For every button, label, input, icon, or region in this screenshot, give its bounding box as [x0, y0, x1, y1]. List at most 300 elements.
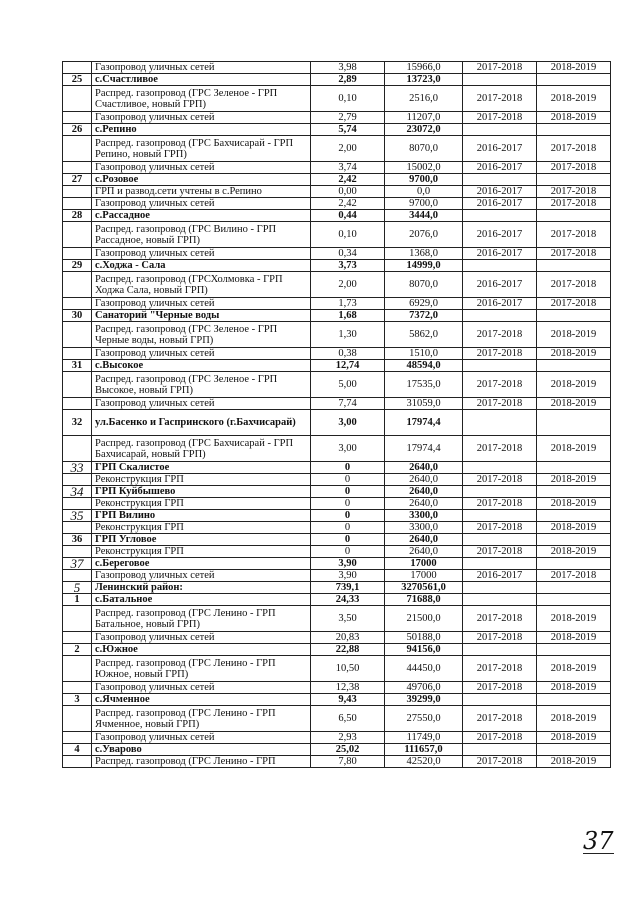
- table-row: [63, 656, 611, 682]
- row-name: Газопровод уличных сетей: [92, 348, 311, 360]
- page-number: 37: [583, 827, 614, 855]
- row-name: Распред. газопровод (ГРС Бахчисарай - ГРП Бахчисарай, новый ГРП): [92, 436, 311, 462]
- row-cost: 13723,0: [385, 74, 463, 86]
- row-name: Распред. газопровод (ГРСХолмовка - ГРП Ходжа Сала, новый ГРП): [92, 272, 311, 298]
- row-name: Газопровод уличных сетей: [92, 62, 311, 74]
- row-length: 0,44: [311, 210, 385, 222]
- row-number: 26: [63, 124, 92, 136]
- row-end-period: 2018-2019: [537, 632, 611, 644]
- row-start-period: [463, 174, 537, 186]
- row-cost: 27550,0: [385, 706, 463, 732]
- row-end-period: 2017-2018: [537, 162, 611, 174]
- row-length: 7,80: [311, 756, 385, 768]
- table-row: [63, 348, 611, 360]
- row-end-period: 2017-2018: [537, 136, 611, 162]
- section-row: [63, 558, 611, 570]
- row-number: 31: [63, 360, 92, 372]
- row-cost: 2640,0: [385, 498, 463, 510]
- table-row: [63, 112, 611, 124]
- section-row: [63, 644, 611, 656]
- row-end-period: [537, 462, 611, 474]
- row-end-period: 2017-2018: [537, 198, 611, 210]
- row-end-period: [537, 594, 611, 606]
- row-number: [63, 186, 92, 198]
- row-start-period: 2016-2017: [463, 222, 537, 248]
- table-row: [63, 272, 611, 298]
- table-row: [63, 222, 611, 248]
- row-number: [63, 112, 92, 124]
- row-length: 22,88: [311, 644, 385, 656]
- row-end-period: [537, 124, 611, 136]
- row-start-period: 2017-2018: [463, 682, 537, 694]
- row-end-period: [537, 744, 611, 756]
- row-length: 3,00: [311, 436, 385, 462]
- row-end-period: 2018-2019: [537, 546, 611, 558]
- section-row: [63, 744, 611, 756]
- row-number: 35: [63, 510, 92, 522]
- row-length: 739,1: [311, 582, 385, 594]
- row-length: 3,50: [311, 606, 385, 632]
- row-start-period: 2017-2018: [463, 546, 537, 558]
- row-start-period: [463, 486, 537, 498]
- row-name: ГРП и развод.сети учтены в с.Репино: [92, 186, 311, 198]
- row-name: Газопровод уличных сетей: [92, 398, 311, 410]
- row-length: 2,93: [311, 732, 385, 744]
- row-start-period: [463, 510, 537, 522]
- row-start-period: 2017-2018: [463, 348, 537, 360]
- section-row: [63, 410, 611, 436]
- table-row: [63, 398, 611, 410]
- row-length: 5,74: [311, 124, 385, 136]
- row-cost: 94156,0: [385, 644, 463, 656]
- row-cost: 50188,0: [385, 632, 463, 644]
- table-row: [63, 732, 611, 744]
- row-start-period: 2017-2018: [463, 474, 537, 486]
- row-start-period: [463, 260, 537, 272]
- row-end-period: [537, 260, 611, 272]
- row-number: [63, 546, 92, 558]
- row-number: [63, 474, 92, 486]
- row-number: [63, 248, 92, 260]
- row-length: 3,73: [311, 260, 385, 272]
- section-row: [63, 534, 611, 546]
- row-number: 4: [63, 744, 92, 756]
- row-end-period: 2017-2018: [537, 298, 611, 310]
- row-cost: 2516,0: [385, 86, 463, 112]
- section-row: [63, 174, 611, 186]
- table-row: [63, 162, 611, 174]
- row-cost: 3300,0: [385, 522, 463, 534]
- row-end-period: 2018-2019: [537, 474, 611, 486]
- table-row: [63, 756, 611, 768]
- row-end-period: [537, 582, 611, 594]
- row-start-period: [463, 124, 537, 136]
- row-number: [63, 222, 92, 248]
- row-cost: 17535,0: [385, 372, 463, 398]
- row-length: 10,50: [311, 656, 385, 682]
- row-length: 1,30: [311, 322, 385, 348]
- row-end-period: 2018-2019: [537, 756, 611, 768]
- row-start-period: 2017-2018: [463, 86, 537, 112]
- row-length: 12,74: [311, 360, 385, 372]
- row-name: ГРП Вилино: [92, 510, 311, 522]
- row-number: [63, 198, 92, 210]
- row-end-period: 2018-2019: [537, 498, 611, 510]
- row-number: [63, 522, 92, 534]
- table-row: [63, 474, 611, 486]
- row-cost: 6929,0: [385, 298, 463, 310]
- row-cost: 1368,0: [385, 248, 463, 260]
- row-end-period: 2018-2019: [537, 86, 611, 112]
- row-name: с.Высокое: [92, 360, 311, 372]
- row-number: 3: [63, 694, 92, 706]
- row-name: Распред. газопровод (ГРС Ленино - ГРП: [92, 756, 311, 768]
- section-row: [63, 74, 611, 86]
- row-name: Реконструкция ГРП: [92, 546, 311, 558]
- row-length: 0,10: [311, 222, 385, 248]
- row-cost: 11207,0: [385, 112, 463, 124]
- row-start-period: 2016-2017: [463, 272, 537, 298]
- row-name: с.Репино: [92, 124, 311, 136]
- row-start-period: [463, 360, 537, 372]
- row-name: Распред. газопровод (ГРС Ленино - ГРП Южное, новый ГРП): [92, 656, 311, 682]
- row-end-period: 2017-2018: [537, 248, 611, 260]
- row-name: Газопровод уличных сетей: [92, 198, 311, 210]
- table-row: [63, 522, 611, 534]
- row-number: [63, 162, 92, 174]
- row-cost: 2640,0: [385, 474, 463, 486]
- section-row: [63, 310, 611, 322]
- row-cost: 15002,0: [385, 162, 463, 174]
- row-start-period: [463, 462, 537, 474]
- row-name: ГРП Куйбышево: [92, 486, 311, 498]
- row-length: 2,00: [311, 272, 385, 298]
- row-end-period: 2018-2019: [537, 706, 611, 732]
- row-length: 7,74: [311, 398, 385, 410]
- row-number: [63, 398, 92, 410]
- row-start-period: [463, 694, 537, 706]
- row-name: Газопровод уличных сетей: [92, 112, 311, 124]
- table-row: [63, 570, 611, 582]
- row-number: [63, 298, 92, 310]
- table-row: [63, 706, 611, 732]
- section-row: [63, 694, 611, 706]
- row-start-period: 2017-2018: [463, 398, 537, 410]
- row-number: [63, 570, 92, 582]
- row-start-period: [463, 410, 537, 436]
- row-start-period: 2017-2018: [463, 436, 537, 462]
- row-start-period: [463, 644, 537, 656]
- row-length: 25,02: [311, 744, 385, 756]
- section-row: [63, 260, 611, 272]
- row-cost: 8070,0: [385, 272, 463, 298]
- row-name: Газопровод уличных сетей: [92, 632, 311, 644]
- row-cost: 0,0: [385, 186, 463, 198]
- row-length: 0: [311, 474, 385, 486]
- row-length: 0: [311, 510, 385, 522]
- row-end-period: [537, 510, 611, 522]
- row-end-period: [537, 174, 611, 186]
- row-length: 0: [311, 522, 385, 534]
- row-end-period: 2018-2019: [537, 112, 611, 124]
- row-number: 2: [63, 644, 92, 656]
- row-end-period: 2018-2019: [537, 522, 611, 534]
- row-number: [63, 656, 92, 682]
- row-name: с.Ходжа - Сала: [92, 260, 311, 272]
- row-start-period: 2017-2018: [463, 606, 537, 632]
- row-length: 0,10: [311, 86, 385, 112]
- row-end-period: 2017-2018: [537, 272, 611, 298]
- row-start-period: [463, 310, 537, 322]
- row-name: ул.Басенко и Гаспринского (г.Бахчисарай): [92, 410, 311, 436]
- row-end-period: [537, 694, 611, 706]
- row-number: [63, 732, 92, 744]
- row-start-period: 2017-2018: [463, 756, 537, 768]
- row-length: 0,38: [311, 348, 385, 360]
- row-end-period: [537, 534, 611, 546]
- row-number: [63, 62, 92, 74]
- row-length: 2,89: [311, 74, 385, 86]
- section-row: [63, 510, 611, 522]
- row-start-period: [463, 210, 537, 222]
- row-end-period: 2017-2018: [537, 570, 611, 582]
- row-name: Распред. газопровод (ГРС Зеленое - ГРП Черные воды, новый ГРП): [92, 322, 311, 348]
- row-name: Распред. газопровод (ГРС Зеленое - ГРП Счастливое, новый ГРП): [92, 86, 311, 112]
- row-length: 2,00: [311, 136, 385, 162]
- row-number: 36: [63, 534, 92, 546]
- section-row: [63, 360, 611, 372]
- row-name: Санаторий "Черные воды: [92, 310, 311, 322]
- section-row: [63, 582, 611, 594]
- row-number: 33: [63, 462, 92, 474]
- row-length: 0,00: [311, 186, 385, 198]
- row-length: 0: [311, 546, 385, 558]
- row-length: 0: [311, 498, 385, 510]
- row-start-period: 2017-2018: [463, 62, 537, 74]
- row-number: [63, 436, 92, 462]
- row-number: 29: [63, 260, 92, 272]
- row-number: [63, 706, 92, 732]
- row-name: Распред. газопровод (ГРС Ленино - ГРП Ячменное, новый ГРП): [92, 706, 311, 732]
- row-end-period: 2018-2019: [537, 606, 611, 632]
- row-end-period: 2017-2018: [537, 222, 611, 248]
- row-length: 3,98: [311, 62, 385, 74]
- row-name: с.Ячменное: [92, 694, 311, 706]
- row-end-period: [537, 210, 611, 222]
- row-name: Газопровод уличных сетей: [92, 298, 311, 310]
- row-name: Газопровод уличных сетей: [92, 248, 311, 260]
- row-name: Распред. газопровод (ГРС Зеленое - ГРП Высокое, новый ГРП): [92, 372, 311, 398]
- row-cost: 17974,4: [385, 410, 463, 436]
- section-row: [63, 124, 611, 136]
- row-length: 3,74: [311, 162, 385, 174]
- row-cost: 31059,0: [385, 398, 463, 410]
- table-row: [63, 498, 611, 510]
- section-row: [63, 462, 611, 474]
- row-name: с.Батальное: [92, 594, 311, 606]
- row-cost: 9700,0: [385, 174, 463, 186]
- row-cost: 48594,0: [385, 360, 463, 372]
- row-name: Распред. газопровод (ГРС Вилино - ГРП Рассадное, новый ГРП): [92, 222, 311, 248]
- row-start-period: 2016-2017: [463, 248, 537, 260]
- row-length: 3,90: [311, 570, 385, 582]
- table-row: [63, 248, 611, 260]
- row-name: Газопровод уличных сетей: [92, 162, 311, 174]
- table-row: [63, 372, 611, 398]
- row-start-period: [463, 558, 537, 570]
- row-length: 2,42: [311, 198, 385, 210]
- row-number: [63, 136, 92, 162]
- row-number: [63, 498, 92, 510]
- row-name: Распред. газопровод (ГРС Бахчисарай - ГРП Репино, новый ГРП): [92, 136, 311, 162]
- row-start-period: 2017-2018: [463, 522, 537, 534]
- row-end-period: 2018-2019: [537, 62, 611, 74]
- row-start-period: 2016-2017: [463, 570, 537, 582]
- row-name: ГРП Скалистое: [92, 462, 311, 474]
- row-cost: 2640,0: [385, 534, 463, 546]
- row-cost: 9700,0: [385, 198, 463, 210]
- row-cost: 2640,0: [385, 546, 463, 558]
- row-cost: 44450,0: [385, 656, 463, 682]
- row-length: 3,90: [311, 558, 385, 570]
- row-length: 0: [311, 486, 385, 498]
- table-row: [63, 186, 611, 198]
- row-cost: 2640,0: [385, 486, 463, 498]
- row-name: Реконструкция ГРП: [92, 498, 311, 510]
- row-start-period: 2017-2018: [463, 656, 537, 682]
- row-length: 24,33: [311, 594, 385, 606]
- row-end-period: 2018-2019: [537, 656, 611, 682]
- row-number: [63, 606, 92, 632]
- row-cost: 7372,0: [385, 310, 463, 322]
- row-length: 9,43: [311, 694, 385, 706]
- table-row: [63, 136, 611, 162]
- row-start-period: [463, 74, 537, 86]
- row-end-period: 2018-2019: [537, 682, 611, 694]
- row-length: 2,42: [311, 174, 385, 186]
- row-start-period: 2017-2018: [463, 112, 537, 124]
- row-number: 34: [63, 486, 92, 498]
- row-start-period: [463, 594, 537, 606]
- row-end-period: [537, 486, 611, 498]
- row-cost: 3444,0: [385, 210, 463, 222]
- row-length: 2,79: [311, 112, 385, 124]
- row-start-period: [463, 534, 537, 546]
- row-start-period: 2017-2018: [463, 732, 537, 744]
- section-row: [63, 594, 611, 606]
- table-row: [63, 632, 611, 644]
- row-end-period: [537, 558, 611, 570]
- section-row: [63, 486, 611, 498]
- row-start-period: [463, 744, 537, 756]
- row-cost: 1510,0: [385, 348, 463, 360]
- row-name: Ленинский район:: [92, 582, 311, 594]
- row-end-period: 2018-2019: [537, 322, 611, 348]
- row-number: 28: [63, 210, 92, 222]
- table-row: [63, 62, 611, 74]
- row-cost: 17974,4: [385, 436, 463, 462]
- row-cost: 23072,0: [385, 124, 463, 136]
- row-number: 25: [63, 74, 92, 86]
- row-name: с.Уварово: [92, 744, 311, 756]
- row-number: [63, 756, 92, 768]
- row-start-period: 2016-2017: [463, 162, 537, 174]
- table-row: [63, 436, 611, 462]
- table-row: [63, 682, 611, 694]
- row-number: [63, 322, 92, 348]
- row-number: 37: [63, 558, 92, 570]
- row-number: 5: [63, 582, 92, 594]
- row-number: 27: [63, 174, 92, 186]
- row-name: Газопровод уличных сетей: [92, 682, 311, 694]
- section-row: [63, 210, 611, 222]
- gas-pipeline-table: [62, 61, 611, 768]
- row-number: [63, 348, 92, 360]
- table-row: [63, 86, 611, 112]
- row-cost: 17000: [385, 570, 463, 582]
- row-cost: 8070,0: [385, 136, 463, 162]
- row-length: 3,00: [311, 410, 385, 436]
- row-cost: 42520,0: [385, 756, 463, 768]
- row-start-period: 2016-2017: [463, 198, 537, 210]
- row-start-period: 2017-2018: [463, 706, 537, 732]
- row-length: 0: [311, 462, 385, 474]
- table-row: [63, 546, 611, 558]
- row-number: [63, 682, 92, 694]
- table-body: [63, 62, 611, 768]
- row-start-period: 2016-2017: [463, 136, 537, 162]
- row-name: Газопровод уличных сетей: [92, 570, 311, 582]
- row-name: Распред. газопровод (ГРС Ленино - ГРП Батальное, новый ГРП): [92, 606, 311, 632]
- row-start-period: 2017-2018: [463, 498, 537, 510]
- row-number: 32: [63, 410, 92, 436]
- row-number: [63, 272, 92, 298]
- row-length: 6,50: [311, 706, 385, 732]
- row-end-period: 2017-2018: [537, 186, 611, 198]
- table-row: [63, 606, 611, 632]
- row-name: с.Южное: [92, 644, 311, 656]
- row-name: Реконструкция ГРП: [92, 522, 311, 534]
- row-length: 0: [311, 534, 385, 546]
- row-length: 1,68: [311, 310, 385, 322]
- row-cost: 2076,0: [385, 222, 463, 248]
- row-cost: 3300,0: [385, 510, 463, 522]
- row-cost: 15966,0: [385, 62, 463, 74]
- row-cost: 111657,0: [385, 744, 463, 756]
- row-name: с.Рассадное: [92, 210, 311, 222]
- row-length: 1,73: [311, 298, 385, 310]
- row-name: Газопровод уличных сетей: [92, 732, 311, 744]
- row-end-period: 2018-2019: [537, 348, 611, 360]
- row-number: [63, 86, 92, 112]
- row-name: с.Береговое: [92, 558, 311, 570]
- row-end-period: [537, 644, 611, 656]
- row-cost: 17000: [385, 558, 463, 570]
- row-start-period: 2016-2017: [463, 186, 537, 198]
- row-length: 0,34: [311, 248, 385, 260]
- row-end-period: [537, 360, 611, 372]
- row-end-period: [537, 310, 611, 322]
- row-cost: 71688,0: [385, 594, 463, 606]
- row-cost: 2640,0: [385, 462, 463, 474]
- row-name: с.Счастливое: [92, 74, 311, 86]
- row-length: 12,38: [311, 682, 385, 694]
- row-name: с.Розовое: [92, 174, 311, 186]
- row-start-period: 2017-2018: [463, 632, 537, 644]
- row-end-period: 2018-2019: [537, 436, 611, 462]
- table-row: [63, 322, 611, 348]
- row-start-period: [463, 582, 537, 594]
